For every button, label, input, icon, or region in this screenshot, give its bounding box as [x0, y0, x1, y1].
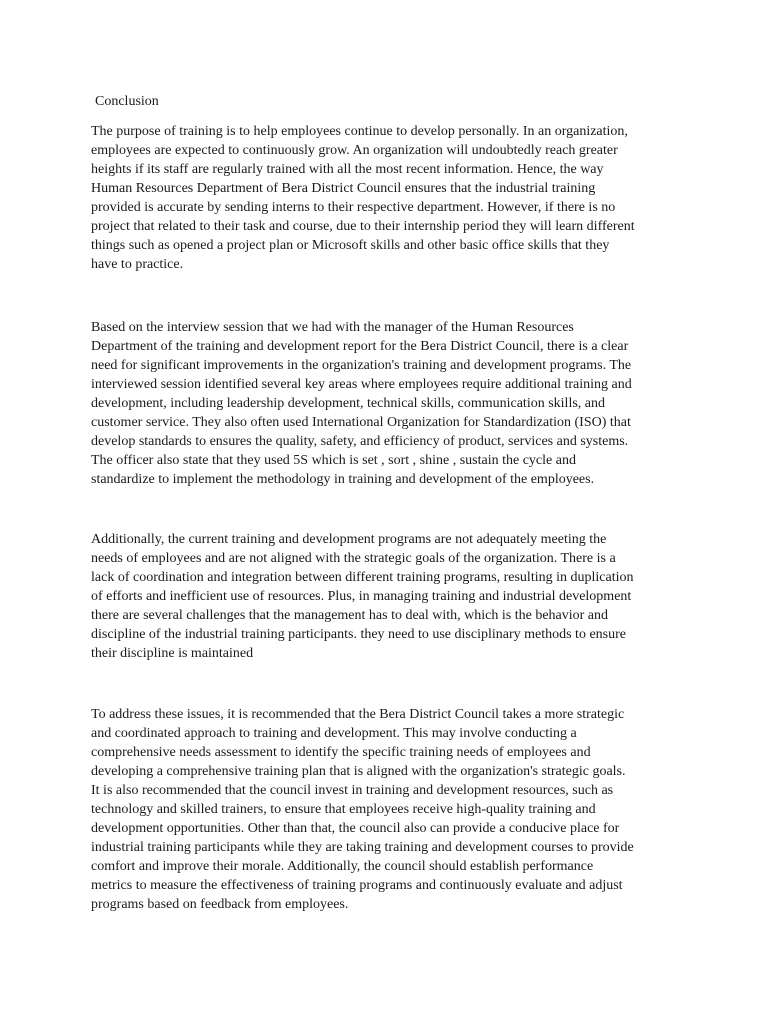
paragraph-line: developing a comprehensive training plan that is aligned with the organization's strategic goals. [91, 764, 626, 779]
paragraph-line: of efforts and inefficient use of resources. Plus, in managing training and industrial development [91, 589, 632, 604]
paragraph-line: lack of coordination and integration between different training programs, resulting in duplication [91, 570, 634, 585]
paragraph-line: there are several challenges that the management has to deal with, which is the behavior and [91, 608, 609, 623]
paragraph-line: need for significant improvements in the organization's training and development programs. The [91, 358, 632, 373]
paragraph-line: technology and skilled trainers, to ensure that employees receive high-quality training and [91, 802, 596, 817]
paragraph-current-programs [91, 530, 685, 663]
paragraph-line: have to practice. [91, 257, 184, 272]
paragraph-line: needs of employees and are not aligned with the strategic goals of the organization. There is a [91, 551, 616, 566]
paragraph-line: The purpose of training is to help employees continue to develop personally. In an organization, [91, 124, 628, 139]
paragraph-line: It is also recommended that the council invest in training and development resources, such as [91, 783, 614, 798]
paragraph-line: comprehensive needs assessment to identify the specific training needs of employees and [91, 745, 591, 760]
paragraph-line: project that related to their task and course, due to their internship period they will learn different [91, 219, 635, 234]
paragraph-line: develop standards to ensures the quality, safety, and efficiency of product, services and systems. [91, 434, 629, 449]
paragraph-line: development, including leadership development, technical skills, communication skills, and [91, 396, 605, 411]
paragraph-line: metrics to measure the effectiveness of training programs and continuously evaluate and adjust [91, 878, 623, 893]
paragraph-line: The officer also state that they used 5S which is set , sort , shine , sustain the cycle and [91, 453, 576, 468]
paragraph-line: their discipline is maintained [91, 646, 254, 661]
paragraph-line: standardize to implement the methodology in training and development of the employees. [91, 472, 595, 487]
paragraph-line: discipline of the industrial training participants. they need to use disciplinary methods to ensure [91, 627, 626, 642]
paragraph-line: Based on the interview session that we had with the manager of the Human Resources [91, 320, 574, 335]
paragraph-purpose-of-training [91, 122, 685, 274]
paragraph-line: things such as opened a project plan or Microsoft skills and other basic office skills that they [91, 238, 610, 253]
paragraph-line: Department of the training and development report for the Bera District Council, there is a clear [91, 339, 629, 354]
paragraph-line: To address these issues, it is recommended that the Bera District Council takes a more strategic [91, 707, 625, 722]
paragraph-line: customer service. They also often used International Organization for Standardization (ISO) that [91, 415, 631, 430]
paragraph-recommendations [91, 705, 685, 914]
paragraph-interview-findings [91, 318, 685, 489]
section-heading: Conclusion [95, 94, 159, 109]
paragraph-line: heights if its staff are regularly trained with all the most recent information. Hence, the way [91, 162, 604, 177]
paragraph-line: programs based on feedback from employees. [91, 897, 349, 912]
paragraph-line: Additionally, the current training and development programs are not adequately meeting the [91, 532, 607, 547]
paragraph-line: development opportunities. Other than that, the council also can provide a conducive place for [91, 821, 620, 836]
paragraph-line: Human Resources Department of Bera District Council ensures that the industrial training [91, 181, 596, 196]
paragraph-line: employees are expected to continuously grow. An organization will undoubtedly reach greater [91, 143, 618, 158]
paragraph-line: provided is accurate by sending interns to their respective department. However, if there is no [91, 200, 616, 215]
paragraph-line: and coordinated approach to training and development. This may involve conducting a [91, 726, 577, 741]
paragraph-line: industrial training participants while they are taking training and development courses to provide [91, 840, 634, 855]
paragraph-line: comfort and improve their morale. Additionally, the council should establish performance [91, 859, 594, 874]
paragraph-line: interviewed session identified several key areas where employees require additional training and [91, 377, 632, 392]
